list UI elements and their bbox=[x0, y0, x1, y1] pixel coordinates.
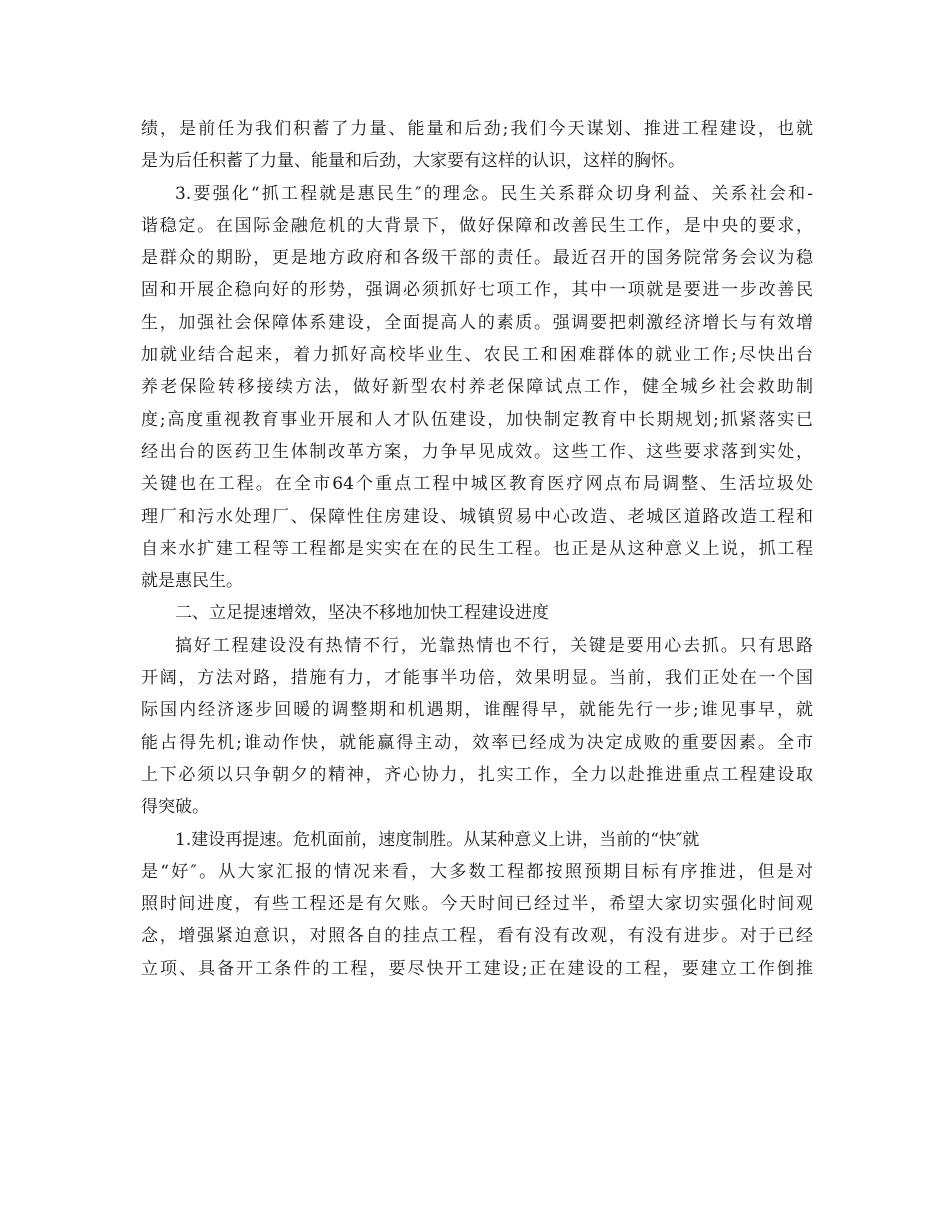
text-line: 是群众的期盼，更是地方政府和各级干部的责任。最近召开的国务院常务会议为稳 bbox=[141, 248, 813, 269]
paragraph-3 bbox=[141, 630, 813, 824]
text-line: 就是惠民生。 bbox=[141, 571, 243, 592]
text-line: 关键也在工程。在全市64个重点工程中城区教育医疗网点布局调整、生活垃圾处 bbox=[141, 474, 813, 495]
paragraph-4 bbox=[141, 824, 813, 985]
text-line: 固和开展企稳向好的形势，强调必须抓好七项工作，其中一项就是要进一步改善民 bbox=[141, 280, 813, 301]
text-line: 照时间进度，有些工程还是有欠账。今天时间已经过半，希望大家切实强化时间观 bbox=[141, 894, 813, 915]
text-line: 能占得先机;谁动作快，就能赢得主动，效率已经成为决定成败的重要因素。全市 bbox=[141, 732, 813, 753]
text-line: 3.要强化“抓工程就是惠民生″的理念。民生关系群众切身利益、关系社会和- bbox=[175, 183, 813, 204]
paragraph-1 bbox=[141, 113, 813, 178]
text-line: 得突破。 bbox=[141, 797, 209, 818]
text-line: 度;高度重视教育事业开展和人才队伍建设，加快制定教育中长期规划;抓紧落实已 bbox=[141, 409, 813, 430]
text-line: 是为后任积蓄了力量、能量和后劲，大家要有这样的认识，这样的胸怀。 bbox=[141, 151, 685, 172]
section-heading bbox=[141, 597, 813, 629]
text-line: 理厂和污水处理厂、保障性住房建设、城镇贸易中心改造、老城区道路改造工程和 bbox=[141, 506, 813, 527]
text-line: 立项、具备开工条件的工程，要尽快开工建设;正在建设的工程，要建立工作倒推 bbox=[141, 958, 813, 979]
text-line: 谐稳定。在国际金融危机的大背景下，做好保障和改善民生工作，是中央的要求， bbox=[141, 215, 813, 236]
text-line: 际国内经济逐步回暖的调整期和机遇期，谁醒得早，就能先行一步;谁见事早，就 bbox=[141, 700, 813, 721]
text-line: 绩，是前任为我们积蓄了力量、能量和后劲;我们今天谋划、推进工程建设，也就 bbox=[141, 119, 813, 139]
text-line: 搞好工程建设没有热情不行，光靠热情也不行，关键是要用心去抓。只有思路 bbox=[175, 635, 813, 656]
text-line: 经出台的医药卫生体制改革方案，力争早见成效。这些工作、这些要求落到实处， bbox=[141, 441, 813, 462]
text-line: 开阔，方法对路，措施有力，才能事半功倍，效果明显。当前，我们正处在一个国 bbox=[141, 668, 813, 689]
text-line: 1.建设再提速。危机面前，速度制胜。从某种意义上讲，当前的“快″就 bbox=[175, 829, 700, 850]
heading-line: 二、立足提速增效，坚决不移地加快工程建设进度 bbox=[175, 603, 549, 624]
text-line: 生，加强社会保障体系建设，全面提高人的素质。强调要把刺激经济增长与有效增 bbox=[141, 312, 813, 333]
text-line: 养老保险转移接续方法，做好新型农村养老保障试点工作，健全城乡社会救助制 bbox=[141, 377, 813, 398]
text-line: 加就业结合起来，着力抓好高校毕业生、农民工和困难群体的就业工作;尽快出台 bbox=[141, 345, 813, 366]
text-line: 自来水扩建工程等工程都是实实在在的民生工程。也正是从这种意义上说，抓工程 bbox=[141, 538, 813, 559]
text-line: 是“好″。从大家汇报的情况来看，大多数工程都按照预期目标有序推进，但是对 bbox=[141, 861, 813, 882]
paragraph-2 bbox=[141, 178, 813, 598]
text-line: 念，增强紧迫意识，对照各自的挂点工程，看有没有改观，有没有进步。对于已经 bbox=[141, 926, 813, 947]
text-line: 上下必须以只争朝夕的精神，齐心协力，扎实工作，全力以赴推进重点工程建设取 bbox=[141, 764, 813, 785]
document-body bbox=[141, 113, 813, 985]
